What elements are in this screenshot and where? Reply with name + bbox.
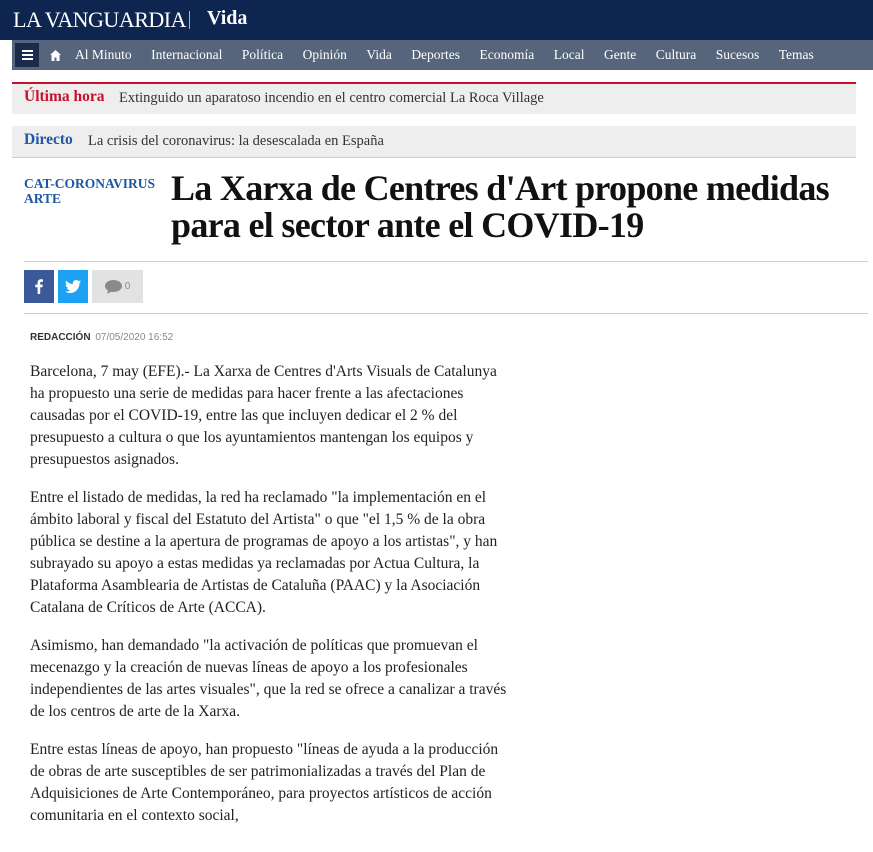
nav-item-internacional[interactable]: Internacional — [151, 47, 223, 62]
twitter-icon — [65, 280, 81, 293]
nav-item-sucesos[interactable]: Sucesos — [715, 47, 760, 62]
main-nav — [12, 40, 873, 70]
header-divider — [189, 11, 190, 29]
nav-item-local[interactable]: Local — [553, 47, 585, 62]
article-paragraph: Entre el listado de medidas, la red ha reclamado "la implementación en el ámbito laboral y fiscal del Estatuto del Artista" o que "el 1,5 % de la obra pública se destine a la apertura de programas de apoyo a los artistas", y han subrayado su apoyo a estas medidas ya reclamadas por Actua Cultura, la Plataforma Asamblearia de Artistas de Cataluña (PAAC) y la Asociación Catalana de Críticos de Arte (ACCA). — [30, 489, 498, 616]
nav-item-deportes[interactable]: Deportes — [411, 47, 461, 62]
nav-item-gente[interactable]: Gente — [604, 47, 637, 62]
tag-arte[interactable]: ARTE — [24, 191, 62, 206]
home-button[interactable] — [43, 43, 67, 67]
tag-cat-coronavirus[interactable]: CAT-CORONAVIRUS — [24, 176, 156, 191]
nav-item-politica[interactable]: Política — [241, 47, 284, 62]
live-news-label: Directo — [24, 131, 73, 148]
article-paragraph: Barcelona, 7 may (EFE).- La Xarxa de Centres d'Arts Visuals de Catalunya ha propuesto una serie de medidas para hacer frente a las afectaciones causadas por el COVID-19, entre las que incluyen dedicar el 2 % del presupuesto a cultura o que los ayuntamientos mantengan los equipos y presupuestos asignados. — [30, 363, 497, 468]
comments-button[interactable] — [92, 270, 143, 303]
section-title[interactable]: Vida — [207, 7, 248, 29]
share-rule — [24, 313, 868, 314]
breaking-news-bar — [12, 82, 856, 114]
nav-items — [75, 40, 833, 70]
home-icon — [50, 50, 61, 61]
nav-item-temas[interactable]: Temas — [778, 47, 814, 62]
site-logo[interactable]: LA VANGUARDIA — [13, 7, 186, 32]
comment-bubble-icon — [105, 280, 122, 294]
facebook-icon — [35, 279, 43, 294]
nav-item-al-minuto[interactable]: Al Minuto — [75, 47, 132, 62]
headline-rule — [24, 261, 868, 262]
hamburger-menu-icon — [22, 50, 33, 60]
nav-item-cultura[interactable]: Cultura — [655, 47, 697, 62]
site-header — [0, 0, 873, 40]
nav-item-opinion[interactable]: Opinión — [302, 47, 347, 62]
breaking-news-label: Última hora — [24, 88, 105, 105]
facebook-share-button[interactable] — [24, 270, 54, 303]
live-news-bar — [12, 126, 856, 158]
live-news-link[interactable]: La crisis del coronavirus: la desescalada en España — [88, 133, 384, 149]
article-byline — [30, 332, 173, 343]
ticker-divider — [12, 157, 856, 158]
twitter-share-button[interactable] — [58, 270, 88, 303]
article-timestamp: 07/05/2020 16:52 — [95, 332, 174, 343]
article-paragraph: Asimismo, han demandado "la activación de políticas que promuevan el mecenazgo y la creación de nuevas líneas de apoyo a los profesionales independientes de las artes visuales", que la red se ofrece a canalizar a través de los centros de arte de la Xarxa. — [30, 637, 507, 720]
article-author: REDACCIÓN — [30, 332, 91, 343]
comment-count: 0 — [124, 281, 131, 292]
menu-button[interactable] — [15, 43, 39, 67]
article-tags — [24, 176, 174, 206]
article-paragraph: Entre estas líneas de apoyo, han propuesto "líneas de ayuda a la producción de obras de arte susceptibles de ser patrimonializadas a través del Plan de Adquisiciones de Arte Contemporáneo, para proyectos artísticos de acción comunitaria en el contexto social, — [30, 741, 499, 824]
article-headline: La Xarxa de Centres d'Art propone medidas para el sector ante el COVID-19 — [171, 168, 829, 245]
nav-item-vida[interactable]: Vida — [366, 47, 392, 62]
breaking-news-link[interactable]: Extinguido un aparatoso incendio en el centro comercial La Roca Village — [119, 90, 544, 106]
article-body — [30, 361, 515, 843]
nav-item-economia[interactable]: Economía — [479, 47, 535, 62]
